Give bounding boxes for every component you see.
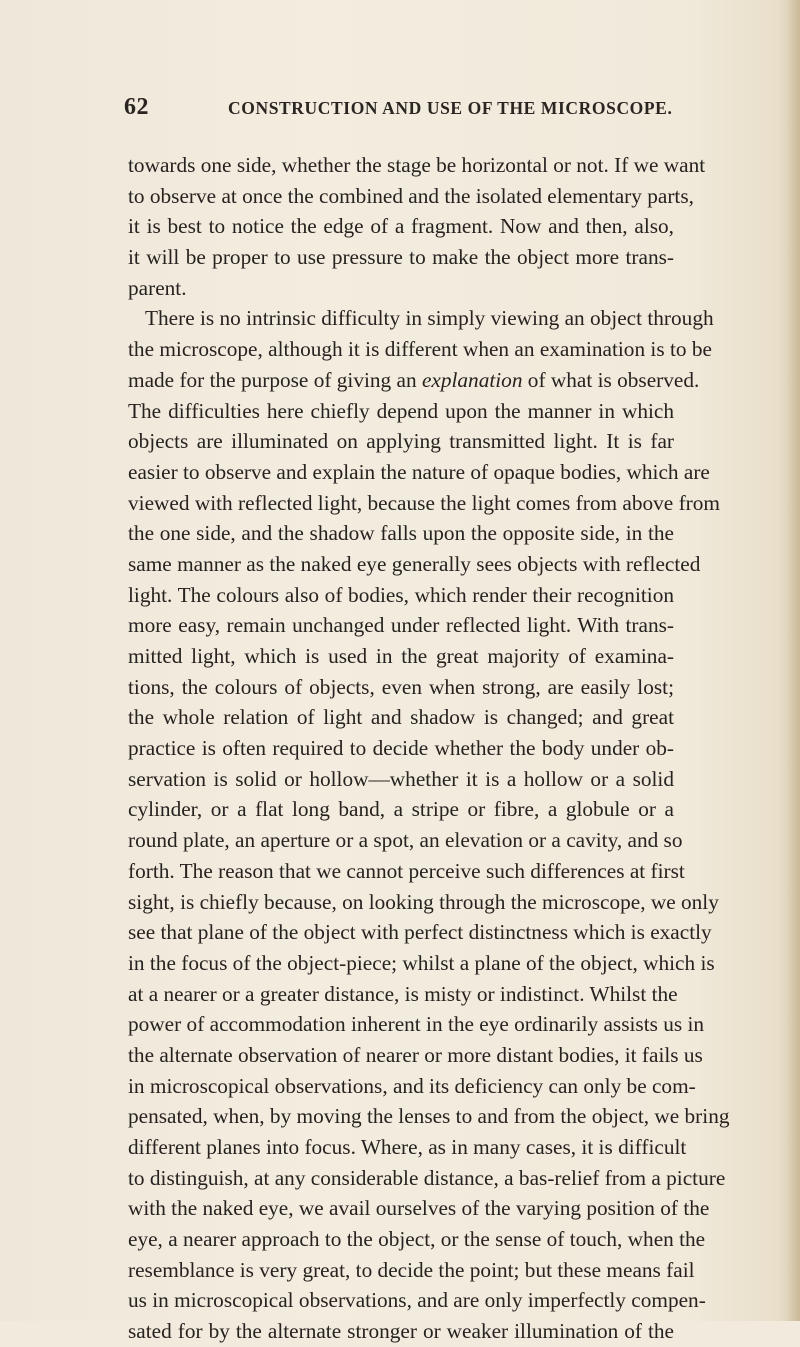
text-line: eye, a nearer approach to the object, or the sense of touch, when the: [128, 1227, 706, 1252]
text-line: servation is solid or hollow—whether it is a hollow or a solid: [128, 766, 674, 791]
page-edge-shadow: [786, 0, 800, 1321]
text-line: same manner as the naked eye generally sees objects with reflected: [128, 551, 701, 576]
text-line: the one side, and the shadow falls upon the opposite side, in the: [128, 521, 674, 546]
text-line: easier to observe and explain the nature of opaque bodies, which are: [128, 459, 710, 484]
text-line: tions, the colours of objects, even when strong, are easily lost;: [128, 674, 674, 699]
text-line: the whole relation of light and shadow is changed; and great: [128, 705, 674, 730]
text-line: to observe at once the combined and the isolated elementary parts,: [128, 183, 694, 208]
text-line: to distinguish, at any considerable distance, a bas-relief from a picture: [128, 1165, 726, 1190]
text-line: see that plane of the object with perfect distinctness which is exactly: [128, 920, 712, 945]
text-line: mitted light, which is used in the great majority of examina-: [128, 644, 674, 668]
text-line: practice is often required to decide whether the body under ob-: [128, 736, 674, 761]
text-line: more easy, remain unchanged under reflected light. With trans-: [128, 613, 674, 638]
text-line: sated for by the alternate stronger or weaker illumination of the: [128, 1319, 674, 1344]
text-line: at a nearer or a greater distance, is misty or indistinct. Whilst the: [128, 981, 678, 1006]
paragraph-start-line: There is no intrinsic difficulty in simply viewing an object through: [145, 306, 714, 331]
text-line: us in microscopical observations, and are only imperfectly compen-: [128, 1288, 706, 1313]
text-line: cylinder, or a flat long band, a stripe or fibre, a globule or a: [128, 797, 674, 822]
text-line: light. The colours also of bodies, which render their recognition: [128, 582, 674, 607]
text-line: in the focus of the object-piece; whilst a plane of the object, which is: [128, 950, 715, 975]
text-line: with the naked eye, we avail ourselves of the varying position of the: [128, 1196, 710, 1221]
text-line-with-emphasis: [128, 365, 700, 396]
text-line: the alternate observation of nearer or more distant bodies, it fails us: [128, 1042, 703, 1067]
text-segment: of what is observed.: [522, 367, 700, 392]
running-head: CONSTRUCTION AND USE OF THE MICROSCOPE.: [228, 98, 673, 118]
text-segment: made for the purpose of giving an: [128, 367, 422, 392]
page-header: [124, 94, 674, 134]
text-line: it is best to notice the edge of a fragment. Now and then, also,: [128, 214, 674, 239]
text-line: forth. The reason that we cannot perceive such differences at first: [128, 858, 685, 883]
text-line: parent.: [128, 275, 187, 300]
text-line: objects are illuminated on applying transmitted light. It is far: [128, 429, 674, 454]
body-text: [128, 150, 730, 1347]
text-line: sight, is chiefly because, on looking through the microscope, we only: [128, 889, 719, 914]
text-line: the microscope, although it is different when an examination is to be: [128, 337, 712, 362]
text-line: it will be proper to use pressure to make the object more trans-: [128, 245, 674, 270]
text-line: towards one side, whether the stage be horizontal or not. If we want: [128, 153, 706, 177]
text-line: different planes into focus. Where, as in many cases, it is difficult: [128, 1135, 687, 1159]
text-line: in microscopical observations, and its deficiency can only be com-: [128, 1073, 696, 1098]
text-line: power of accommodation inherent in the eye ordinarily assists us in: [128, 1012, 705, 1037]
emphasis-word: explanation: [421, 367, 523, 392]
text-line: viewed with reflected light, because the light comes from above from: [128, 490, 720, 515]
text-line: pensated, when, by moving the lenses to and from the object, we bring: [128, 1104, 730, 1129]
page-number: 62: [124, 94, 149, 120]
text-line: resemblance is very great, to decide the point; but these means fail: [128, 1257, 695, 1282]
text-line: round plate, an aperture or a spot, an elevation or a cavity, and so: [128, 828, 683, 853]
text-line: The difficulties here chiefly depend upon the manner in which: [128, 398, 674, 423]
